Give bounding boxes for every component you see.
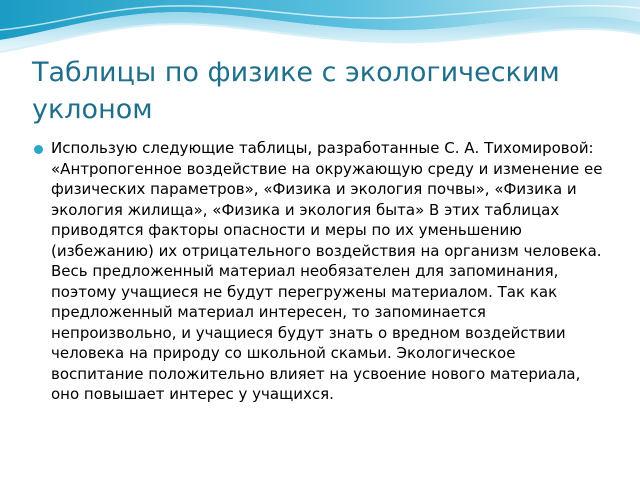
slide-body xyxy=(33,138,603,405)
wave-header-decoration xyxy=(0,0,640,60)
slide-title: Таблицы по физике с экологическим уклоном xyxy=(32,57,560,125)
round-bullet-icon xyxy=(34,145,43,154)
bullet-text: Использую следующие таблицы, разработанные С. А. Тихомировой: «Антропогенное воздействие на окружающую среду и изменение ее физических параметров», «Физика и экология почвы», «Физика и экология жилища», «Физика и экология быта» В этих таблицах приводятся факторы опасности и меры по их уменьшению (избежанию) их отрицательного воздействия на организм человека. Весь предложенный материал необязателен для запоминания, поэтому учащиеся не будут перегружены материалом. Так как предложенный материал интересен, то запоминается непроизвольно, и учащиеся будут знать о вредном воздействии человека на природу со школьной скамьи. Экологическое воспитание положительно влияет на усвоение нового материала, оно повышает интерес у учащихся. xyxy=(51,139,603,403)
bullet-item xyxy=(33,138,603,405)
